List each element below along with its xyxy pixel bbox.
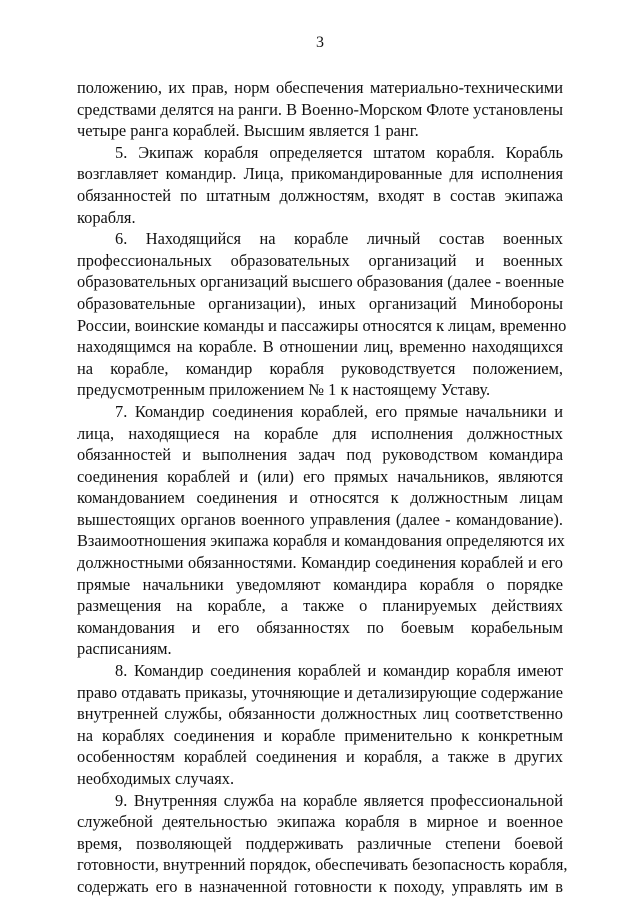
text-line: 7. Командир соединения кораблей, его прямые начальники и [115,401,563,421]
text-line: 8. Командир соединения кораблей и командир корабля имеют [115,661,563,681]
text-line: 6. Находящийся на корабле личный состав военных [115,229,563,249]
text-line: средствами делятся на ранги. В Военно-Морском Флоте установлены [77,99,563,119]
text-line: вышестоящих органов военного управления (далее - командование). [77,509,563,529]
text-line: содержать его в назначенной готовности к походу, управлять им в [77,876,563,896]
text-line: обязанностей по штатным должностям, входят в состав экипажа [77,185,563,205]
text-line: корабля. [77,207,136,227]
text-line: размещения на корабле, а также о планируемых действиях [77,596,563,616]
text-line: право отдавать приказы, уточняющие и детализирующие содержание [77,682,563,702]
page-number: 3 [316,34,324,51]
text-line: соединения кораблей и (или) его прямых начальников, являются [77,466,563,486]
text-line: профессиональных образовательных организаций и военных [77,250,563,270]
text-line: предусмотренным приложением № 1 к настоящему Уставу. [77,380,491,400]
text-line: готовности, внутренний порядок, обеспечивать безопасность корабля, [77,855,568,875]
text-line: служебной деятельностью экипажа корабля в мирное и военное [77,812,563,832]
text-line: обязанностей и выполнения задач под руководством командира [77,445,563,465]
text-line: внутренней службы, обязанности должностных лиц соответственно [77,704,563,724]
text-line: образовательных организаций высшего образования (далее - военные [77,272,565,292]
text-line: должностными обязанностями. Командир соединения кораблей и его [77,553,563,573]
text-line: лица, находящиеся на корабле для исполнения должностных [77,423,563,443]
text-line: положению, их прав, норм обеспечения материально-техническими [77,78,563,97]
text-line: возглавляет командир. Лица, прикомандированные для исполнения [77,164,563,184]
text-line: время, позволяющей поддерживать различные степени боевой [77,833,563,853]
text-line: на корабле, командир корабля руководствуется положением, [77,358,563,378]
text-line: командования и его обязанностях по боевым корабельным [77,617,563,637]
text-line: прямые начальники уведомляют командира корабля о порядке [77,574,563,594]
text-line: 9. Внутренняя служба на корабле является профессиональной [115,790,563,810]
text-line: Взаимоотношения экипажа корабля и командования определяются их [77,531,565,551]
text-line: особенностям кораблей соединения и корабля, а также в других [77,747,563,767]
text-line: находящимся на корабле. В отношении лиц, временно находящихся [77,337,563,357]
text-line: командованием соединения и относятся к должностным лицам [77,488,563,508]
text-line: 5. Экипаж корабля определяется штатом корабля. Корабль [115,142,563,162]
text-line: четыре ранга кораблей. Высшим является 1 ранг. [77,121,419,141]
text-line: образовательные организации), иных организаций Минобороны [77,293,563,313]
text-line: на кораблях соединения и корабле применительно к конкретным [77,725,563,745]
text-line: расписаниям. [77,639,172,659]
body-text [77,77,568,898]
text-line: необходимых случаях. [77,769,235,788]
text-line: России, воинские команды и пассажиры относятся к лицам, временно [77,315,567,335]
